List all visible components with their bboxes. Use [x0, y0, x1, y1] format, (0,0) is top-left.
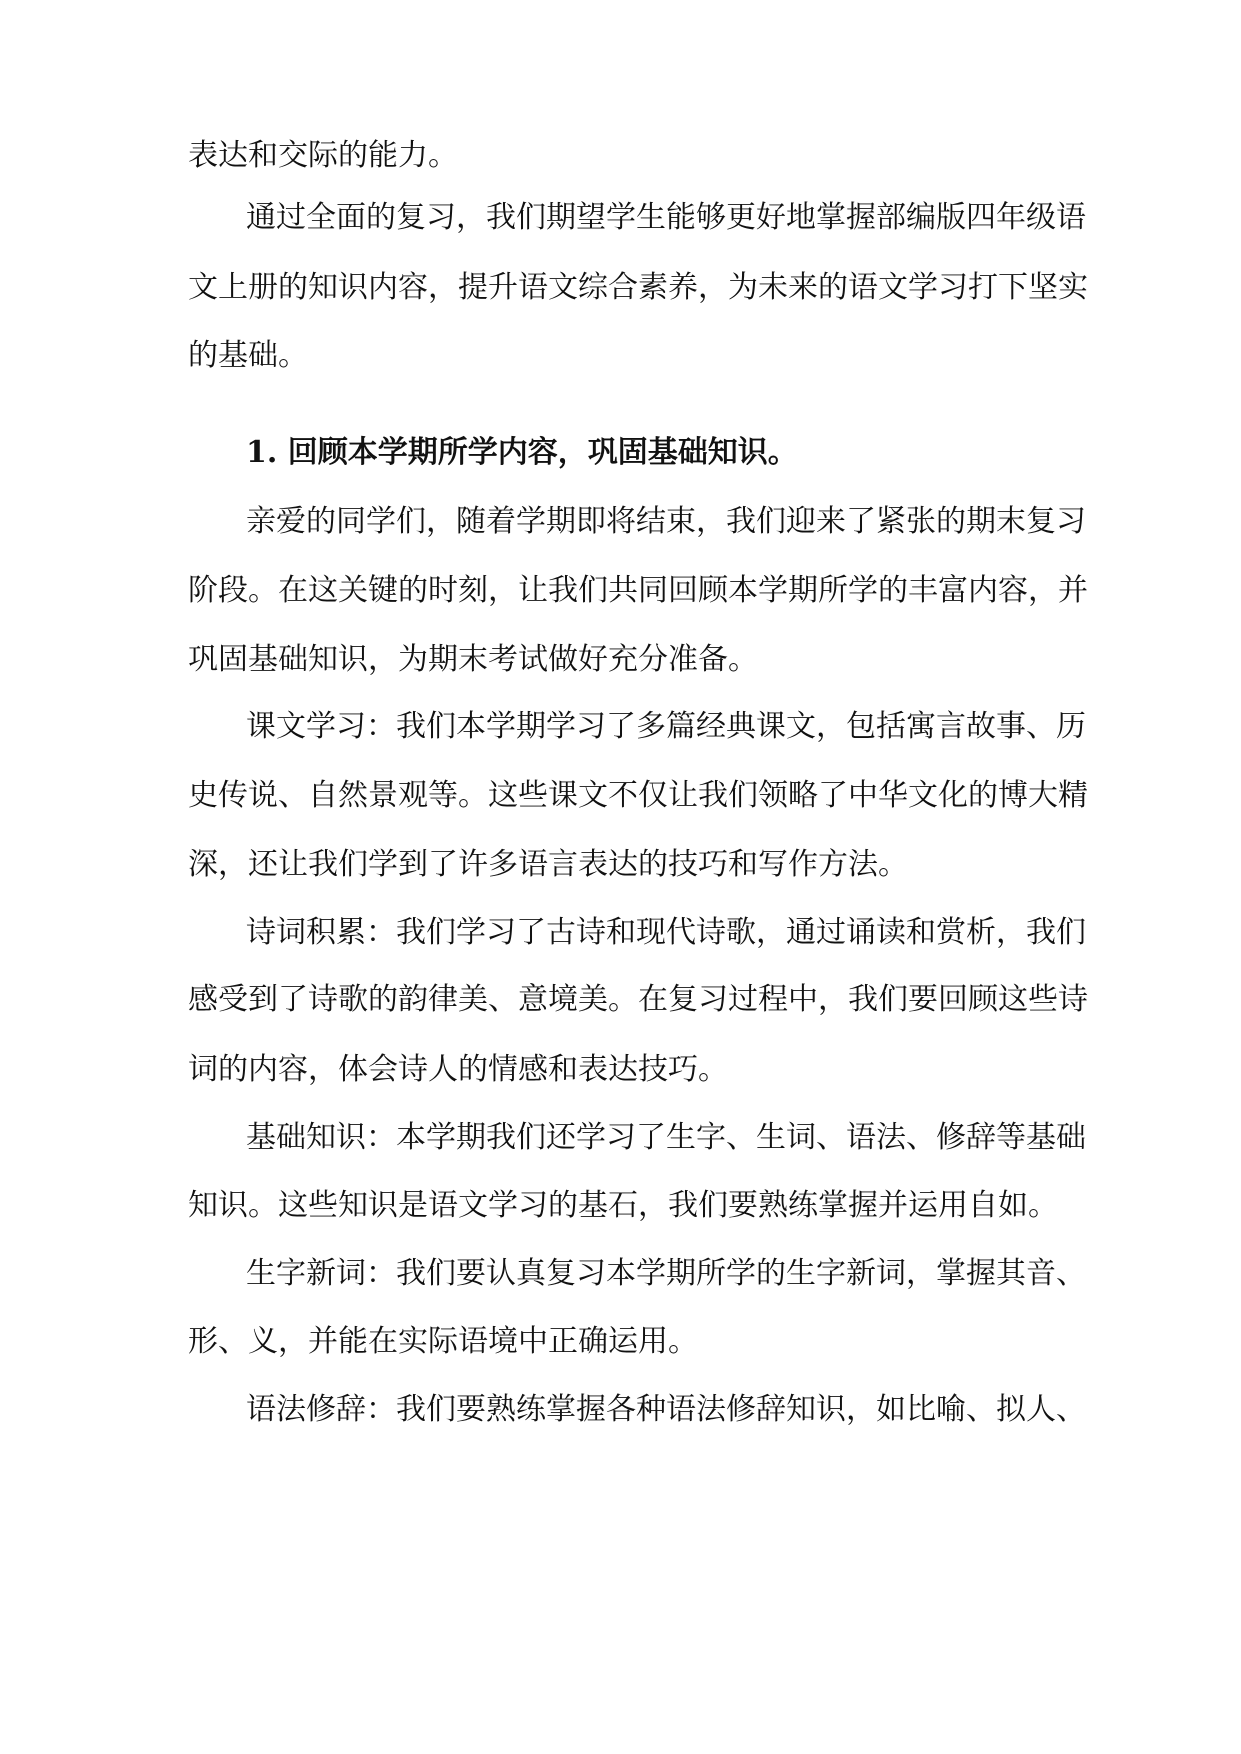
paragraph-line: 课文学习：我们本学期学习了多篇经典课文，包括寓言故事、历 [246, 709, 1086, 744]
paragraph-line: 巩固基础知识，为期末考试做好充分准备。 [188, 642, 758, 677]
paragraph-line: 知识。这些知识是语文学习的基石，我们要熟练掌握并运用自如。 [188, 1188, 1058, 1223]
paragraph-line: 基础知识：本学期我们还学习了生字、生词、语法、修辞等基础 [246, 1120, 1086, 1155]
paragraph-line: 语法修辞：我们要熟练掌握各种语法修辞知识，如比喻、拟人、 [246, 1392, 1086, 1427]
paragraph-line: 词的内容，体会诗人的情感和表达技巧。 [188, 1052, 728, 1087]
section-heading: 1. 回顾本学期所学内容，巩固基础知识。 [246, 435, 798, 470]
paragraph-line: 深，还让我们学到了许多语言表达的技巧和写作方法。 [188, 847, 908, 882]
paragraph-line: 的基础。 [188, 338, 308, 373]
paragraph-line: 亲爱的同学们，随着学期即将结束，我们迎来了紧张的期末复习 [246, 504, 1086, 539]
paragraph-line: 形、义，并能在实际语境中正确运用。 [188, 1324, 698, 1359]
paragraph-line: 文上册的知识内容，提升语文综合素养，为未来的语文学习打下坚实 [188, 270, 1088, 305]
paragraph-line: 史传说、自然景观等。这些课文不仅让我们领略了中华文化的博大精 [188, 778, 1088, 813]
paragraph-line: 感受到了诗歌的韵律美、意境美。在复习过程中，我们要回顾这些诗 [188, 982, 1088, 1017]
paragraph-line: 表达和交际的能力。 [188, 138, 458, 173]
paragraph-line: 通过全面的复习，我们期望学生能够更好地掌握部编版四年级语 [246, 200, 1086, 235]
paragraph-line: 阶段。在这关键的时刻，让我们共同回顾本学期所学的丰富内容，并 [188, 573, 1088, 608]
paragraph-line: 诗词积累：我们学习了古诗和现代诗歌，通过诵读和赏析，我们 [246, 915, 1086, 950]
paragraph-line: 生字新词：我们要认真复习本学期所学的生字新词，掌握其音、 [246, 1256, 1086, 1291]
